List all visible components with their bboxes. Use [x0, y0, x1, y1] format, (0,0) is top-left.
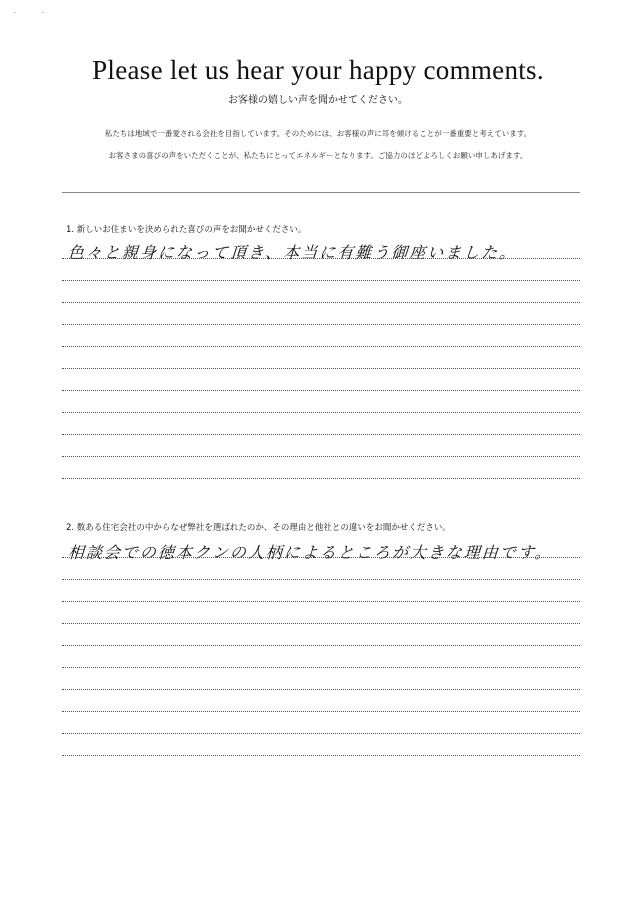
- writing-line: [62, 346, 580, 347]
- writing-line: [62, 478, 580, 479]
- writing-line: [62, 579, 580, 580]
- page-subtitle: お客様の嬉しい声を聞かせてください。: [228, 95, 408, 106]
- writing-line: [62, 258, 580, 259]
- writing-line: [62, 302, 580, 303]
- question-2-label: 2. 数ある住宅会社の中からなぜ弊社を選ばれたのか、その理由と他社との違いをお聞かせください。: [66, 523, 451, 533]
- intro-text-line-1: 私たちは地域で一番愛される会社を目指しています。そのためには、お客様の声に耳を傾けることが一番重要と考えています。: [104, 129, 532, 138]
- writing-line: [62, 623, 580, 624]
- question-2-answer: 相談会での徳本クンの人柄によるところが大きな理由です。: [67, 543, 554, 562]
- intro-text-line-2: お客さまの喜びの声をいただくことが、私たちにとってエネルギーとなります。ご協力のほどよろしくお願い申しあげます。: [108, 151, 528, 160]
- writing-line: [62, 601, 580, 602]
- writing-line: [62, 557, 580, 558]
- question-1-answer: 色々と親身になって頂き、本当に有難う御座いました。: [67, 243, 518, 262]
- writing-line: [62, 434, 580, 435]
- writing-line: [62, 689, 580, 690]
- writing-line: [62, 324, 580, 325]
- writing-line: [62, 412, 580, 413]
- page-title: Please let us hear your happy comments.: [92, 55, 544, 85]
- question-1-label: 1. 新しいお住まいを決められた喜びの声をお聞かせください。: [66, 225, 307, 235]
- writing-line: [62, 368, 580, 369]
- writing-line: [62, 667, 580, 668]
- writing-line: [62, 645, 580, 646]
- scan-specks: · ·: [14, 10, 56, 17]
- writing-line: [62, 733, 580, 734]
- header-divider: [62, 192, 580, 193]
- writing-line: [62, 456, 580, 457]
- writing-line: [62, 280, 580, 281]
- writing-line: [62, 711, 580, 712]
- writing-line: [62, 755, 580, 756]
- writing-line: [62, 390, 580, 391]
